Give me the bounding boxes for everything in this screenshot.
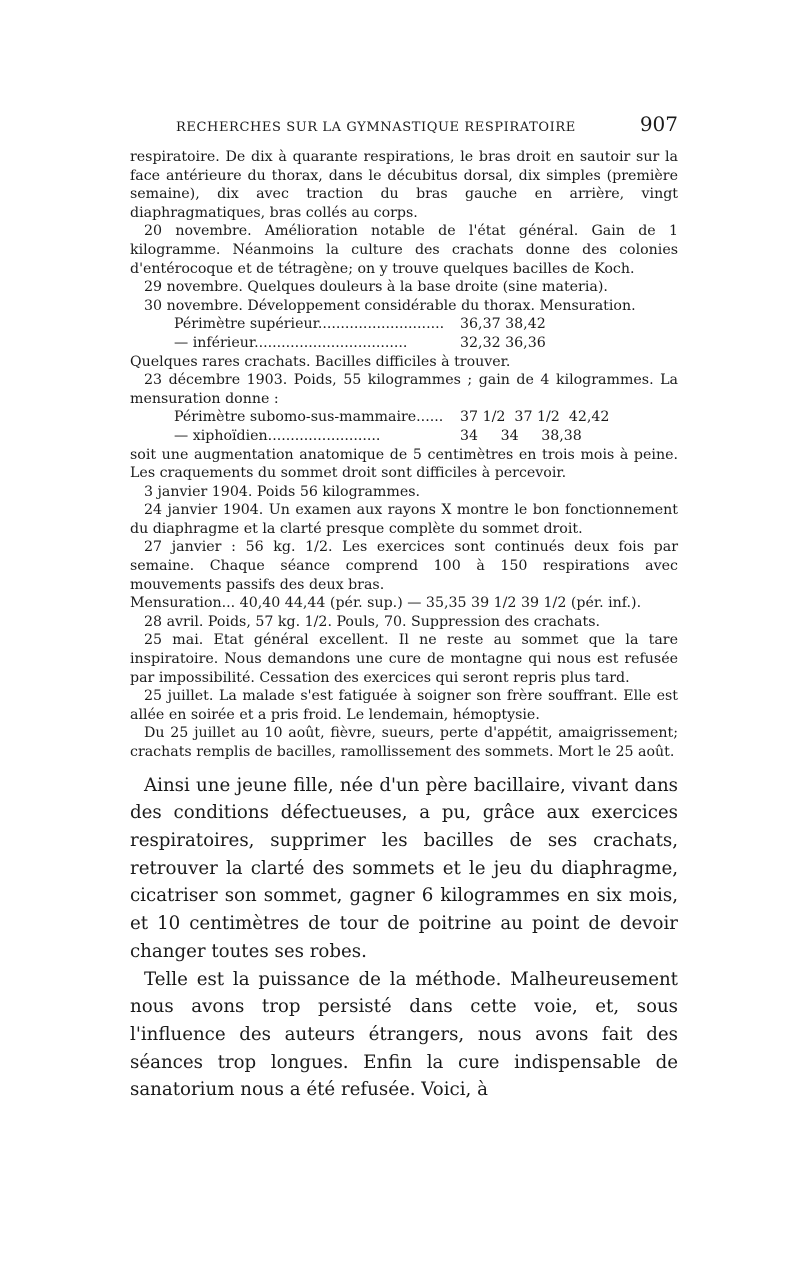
measurement-values: 32,32 36,36 bbox=[460, 334, 546, 351]
paragraph: 30 novembre. Développement considérable du thorax. Mensuration. bbox=[144, 297, 636, 314]
paragraph: Quelques rares crachats. Bacilles difficiles à trouver. bbox=[130, 353, 511, 370]
case-notes-c bbox=[130, 446, 678, 762]
document-page bbox=[130, 112, 678, 1104]
measurement-values: 34 34 38,38 bbox=[460, 427, 582, 444]
measurement-row bbox=[130, 315, 678, 334]
paragraph: 23 décembre 1903. Poids, 55 kilogrammes ; gain de 4 kilogrammes. La mensuration donne : bbox=[130, 372, 678, 407]
paragraph: 3 janvier 1904. Poids 56 kilogrammes. bbox=[144, 483, 421, 500]
case-notes-a bbox=[130, 148, 678, 315]
paragraph: 20 novembre. Amélioration notable de l'état général. Gain de 1 kilogramme. Néanmoins la culture des crachats donne des colonies d'entérocoque et de tétragène; on y trouve quelques bacilles de Koch. bbox=[130, 223, 678, 277]
measurement-label: — inférieur.................................. bbox=[174, 334, 408, 351]
case-notes-b bbox=[130, 353, 678, 409]
paragraph: Telle est la puissance de la méthode. Malheureusement nous avons trop persisté dans cette voie, et, sous l'influence des auteurs étrangers, nous avons fait des séances trop longues. Enfin la cure indispensable de sanatorium nous a été refusée. Voici, à bbox=[130, 968, 678, 1101]
measurement-label: Périmètre subomo-sus-mammaire...... bbox=[174, 409, 444, 426]
measurement-table-2 bbox=[130, 408, 678, 445]
paragraph: Ainsi une jeune fille, née d'un père bacillaire, vivant dans des conditions défectueuses, a pu, grâce aux exercices respiratoires, supprimer les bacilles de ses crachats, retrouver la clarté des sommets et le jeu du diaphragme, cicatriser son sommet, gagner 6 kilogrammes en six mois, et 10 centimètres de tour de poitrine au point de devoir changer toutes ses robes. bbox=[130, 774, 678, 962]
paragraph: Du 25 juillet au 10 août, fièvre, sueurs, perte d'appétit, amaigrissement; crachats remplis de bacilles, ramollissement des sommets. Mort le 25 août. bbox=[130, 725, 678, 760]
paragraph: respiratoire. De dix à quarante respirations, le bras droit en sautoir sur la face antérieure du thorax, dans le décubitus dorsal, dix simples (première semaine), dix avec traction du bras gauche en arrière, vingt diaphragmatiques, bras collés au corps. bbox=[130, 149, 678, 221]
page-header bbox=[176, 112, 678, 136]
paragraph: 25 juillet. La malade s'est fatiguée à soigner son frère souffrant. Elle est allée en soirée et a pris froid. Le lendemain, hémoptysie. bbox=[130, 688, 678, 723]
paragraph: 25 mai. Etat général excellent. Il ne reste au sommet que la tare inspiratoire. Nous demandons une cure de montagne qui nous est refusée par impossibilité. Cessation des exercices qui seront repris plus tard. bbox=[130, 632, 678, 686]
paragraph: Mensuration... 40,40 44,44 (pér. sup.) — 35,35 39 1/2 39 1/2 (pér. inf.). bbox=[130, 595, 642, 612]
main-text bbox=[130, 772, 678, 1104]
paragraph: 28 avril. Poids, 57 kg. 1/2. Pouls, 70. Suppression des crachats. bbox=[144, 613, 600, 630]
measurement-table-1 bbox=[130, 315, 678, 352]
measurement-label: Périmètre supérieur............................ bbox=[174, 316, 445, 333]
measurement-label: — xiphoïdien......................... bbox=[174, 427, 381, 444]
page-number: 907 bbox=[639, 112, 678, 136]
measurement-row bbox=[130, 427, 678, 446]
measurement-row bbox=[130, 334, 678, 353]
measurement-values: 36,37 38,42 bbox=[460, 316, 546, 333]
paragraph: 24 janvier 1904. Un examen aux rayons X montre le bon fonctionnement du diaphragme et la clarté presque complète du sommet droit. bbox=[130, 502, 678, 537]
paragraph: soit une augmentation anatomique de 5 centimètres en trois mois à peine. Les craquements du sommet droit sont difficiles à percevoir. bbox=[130, 446, 678, 482]
measurement-row bbox=[130, 408, 678, 427]
measurement-values: 37 1/2 37 1/2 42,42 bbox=[460, 409, 610, 426]
paragraph: 27 janvier : 56 kg. 1/2. Les exercices sont continués deux fois par semaine. Chaque séance comprend 100 à 150 respirations avec mouvements passifs des deux bras. bbox=[130, 539, 678, 593]
running-head: RECHERCHES SUR LA GYMNASTIQUE RESPIRATOIRE bbox=[176, 120, 576, 135]
paragraph: 29 novembre. Quelques douleurs à la base droite (sine materia). bbox=[144, 279, 608, 296]
